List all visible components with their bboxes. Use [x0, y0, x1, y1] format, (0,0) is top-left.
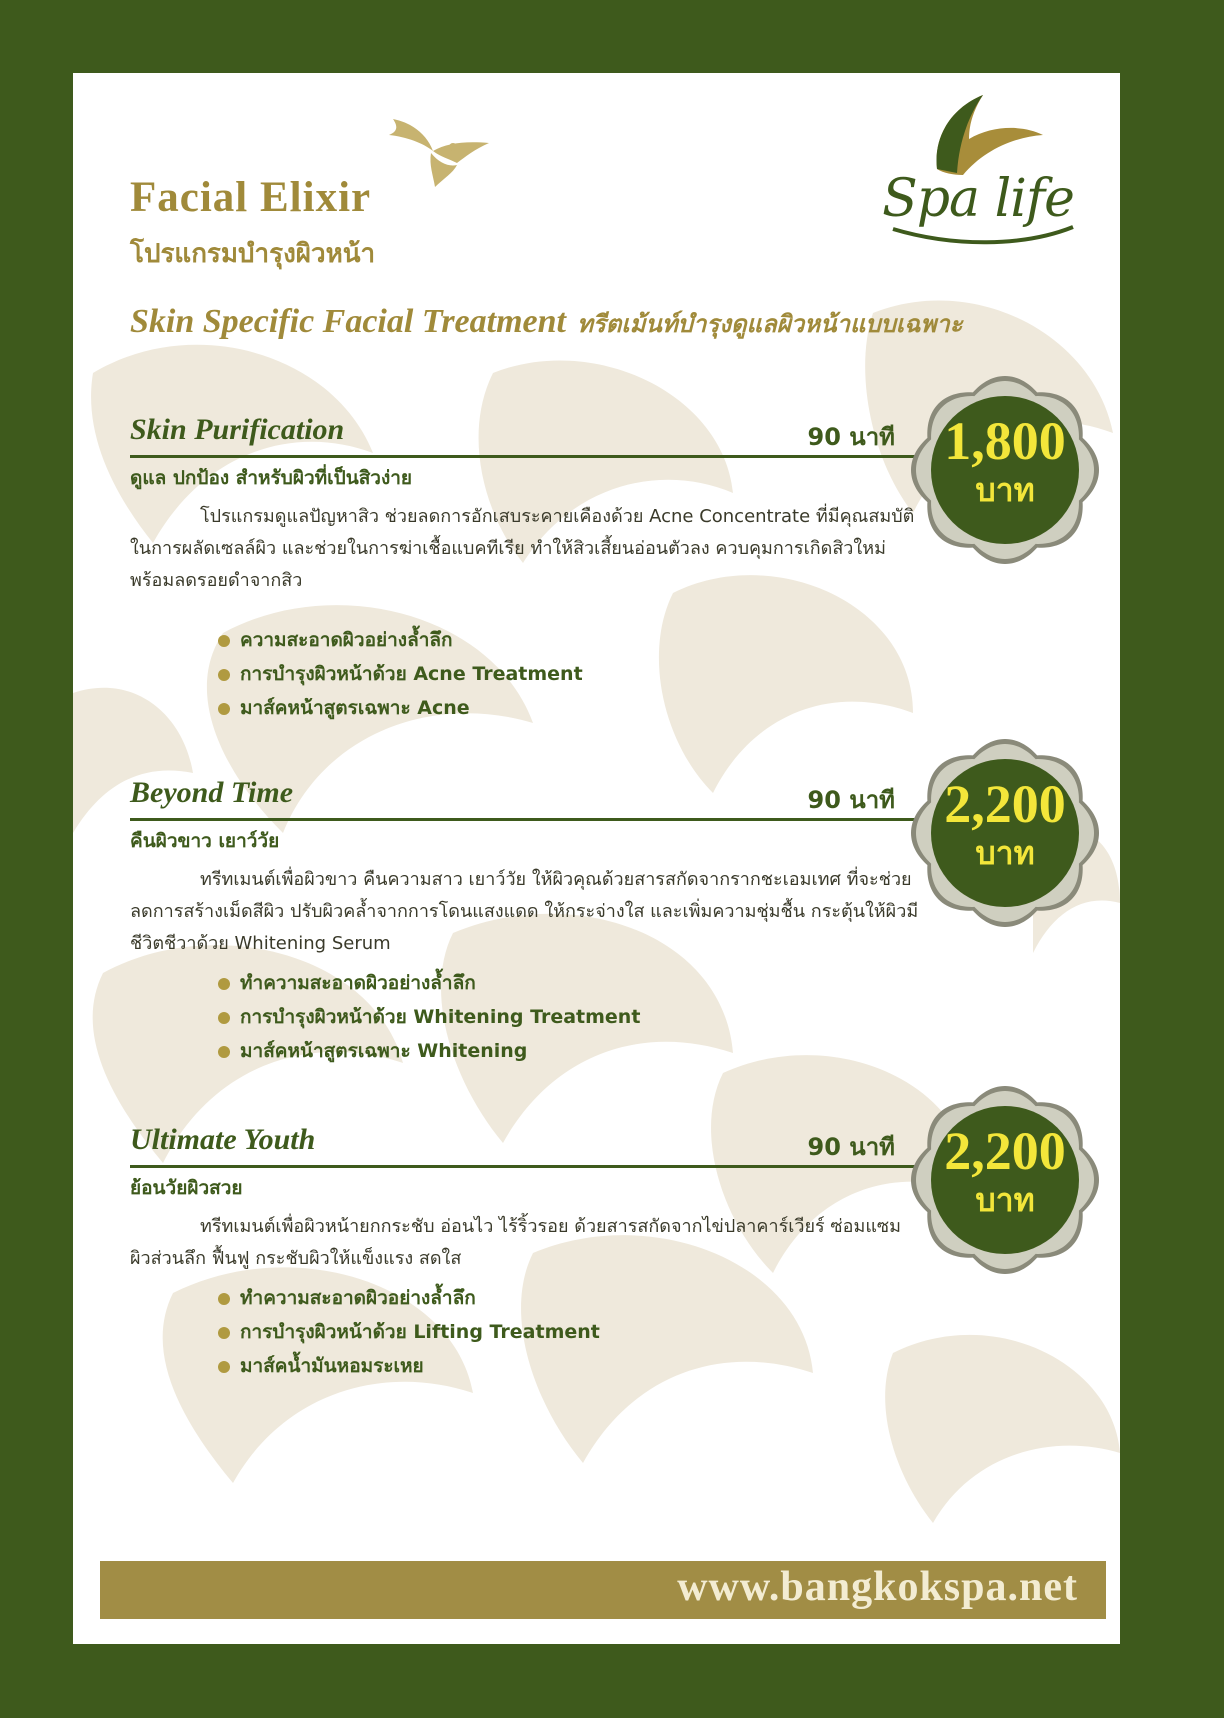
price-badge: [910, 738, 1100, 928]
treatment-duration: 90 นาที: [807, 786, 895, 814]
footer-bar: [100, 1561, 1106, 1619]
treatment-duration: 90 นาที: [807, 1133, 895, 1161]
feature-item: [218, 1349, 600, 1383]
feature-list: [218, 966, 640, 1068]
treatment-name: Ultimate Youth: [130, 1123, 316, 1156]
feature-text: มาส์คหน้าสูตรเฉพาะ Whitening: [240, 1040, 528, 1062]
feature-text: ความสะอาดผิวอย่างล้ำลึก: [240, 629, 453, 651]
feature-item: [218, 966, 640, 1000]
price-value: 2,200: [944, 774, 1066, 834]
feature-text: การบำรุงผิวหน้าด้วย Acne Treatment: [240, 663, 583, 685]
bullet-icon: [218, 1327, 230, 1339]
treatment-subtitle: ย้อนวัยผิวสวย: [130, 1177, 243, 1199]
section-divider: [130, 455, 920, 458]
price-value: 1,800: [944, 411, 1066, 471]
feature-item: [218, 1034, 640, 1068]
feature-text: ทำความสะอาดผิวอย่างล้ำลึก: [240, 972, 476, 994]
price-unit: บาท: [975, 471, 1035, 509]
feature-item: [218, 1281, 600, 1315]
page-title-thai: โปรแกรมบำรุงผิวหน้า: [130, 239, 376, 269]
feature-item: [218, 623, 583, 657]
logo-text: Spa life: [882, 169, 1074, 229]
price-value: 2,200: [944, 1121, 1066, 1181]
website-url[interactable]: www.bangkokspa.net: [677, 1564, 1078, 1610]
price-unit: บาท: [975, 834, 1035, 872]
page-subtitle: [130, 303, 963, 343]
price-badge: [910, 375, 1100, 565]
bird-icon: [383, 113, 493, 193]
spa-life-logo: [873, 95, 1083, 245]
section-divider: [130, 1165, 920, 1168]
price-unit: บาท: [975, 1181, 1035, 1219]
treatment-subtitle: ดูแล ปกป้อง สำหรับผิวที่เป็นสิวง่าย: [130, 467, 413, 489]
feature-text: ทำความสะอาดผิวอย่างล้ำลึก: [240, 1287, 476, 1309]
bullet-icon: [218, 1293, 230, 1305]
feature-item: [218, 657, 583, 691]
price-badge: [910, 1085, 1100, 1275]
section-divider: [130, 818, 920, 821]
feature-text: การบำรุงผิวหน้าด้วย Lifting Treatment: [240, 1321, 600, 1343]
bullet-icon: [218, 978, 230, 990]
treatment-duration: 90 นาที: [807, 423, 895, 451]
bullet-icon: [218, 1361, 230, 1373]
logo-swoosh: [873, 223, 1083, 253]
feature-list: [218, 623, 583, 725]
bullet-icon: [218, 1012, 230, 1024]
treatment-name: Beyond Time: [130, 776, 294, 809]
treatment-name: Skin Purification: [130, 413, 345, 446]
feature-text: การบำรุงผิวหน้าด้วย Whitening Treatment: [240, 1006, 641, 1028]
menu-page: [73, 73, 1120, 1644]
feature-item: [218, 1000, 640, 1034]
feature-item: [218, 691, 583, 725]
feature-text: มาส์คหน้าสูตรเฉพาะ Acne: [240, 697, 470, 719]
bullet-icon: [218, 669, 230, 681]
bullet-icon: [218, 635, 230, 647]
page-title: Facial Elixir: [130, 174, 372, 221]
treatment-description: โปรแกรมดูแลปัญหาสิว ช่วยลดการอักเสบระคายเคืองด้วย Acne Concentrate ที่มีคุณสมบัติในการผลัดเซลล์ผิว และช่วยในการฆ่าเชื้อแบคทีเรีย ทำให้สิวเสี้ยนอ่อนตัวลง ควบคุมการเกิดสิวใหม่ พร้อมลดรอยดำจากสิว: [130, 506, 915, 591]
subtitle-english: Skin Specific Facial Treatment: [130, 303, 566, 340]
bullet-icon: [218, 703, 230, 715]
bullet-icon: [218, 1046, 230, 1058]
feature-item: [218, 1315, 600, 1349]
treatment-description: ทรีทเมนต์เพื่อผิวขาว คืนความสาว เยาว์วัย ให้ผิวคุณด้วยสารสกัดจากรากชะเอมเทศ ที่จะช่วยลดการสร้างเม็ดสีผิว ปรับผิวคล้ำจากการโดนแสงแดด ให้กระจ่างใส และเพิ่มความชุ่มชื้น กระตุ้นให้ผิวมีชีวิตชีวาด้วย Whitening Serum: [130, 869, 919, 954]
treatment-subtitle: คืนผิวขาว เยาว์วัย: [130, 830, 280, 852]
feature-text: มาส์คน้ำมันหอมระเหย: [240, 1355, 424, 1377]
subtitle-thai: ทรีตเม้นท์บำรุงดูแลผิวหน้าแบบเฉพาะ: [577, 310, 963, 338]
treatment-description: ทรีทเมนต์เพื่อผิวหน้ายกกระชับ อ่อนไว ไร้ริ้วรอย ด้วยสารสกัดจากไข่ปลาคาร์เวียร์ ซ่อมแซมผิวส่วนลึก ฟื้นฟู กระชับผิวให้แข็งแรง สดใส: [130, 1216, 902, 1269]
feature-list: [218, 1281, 600, 1383]
